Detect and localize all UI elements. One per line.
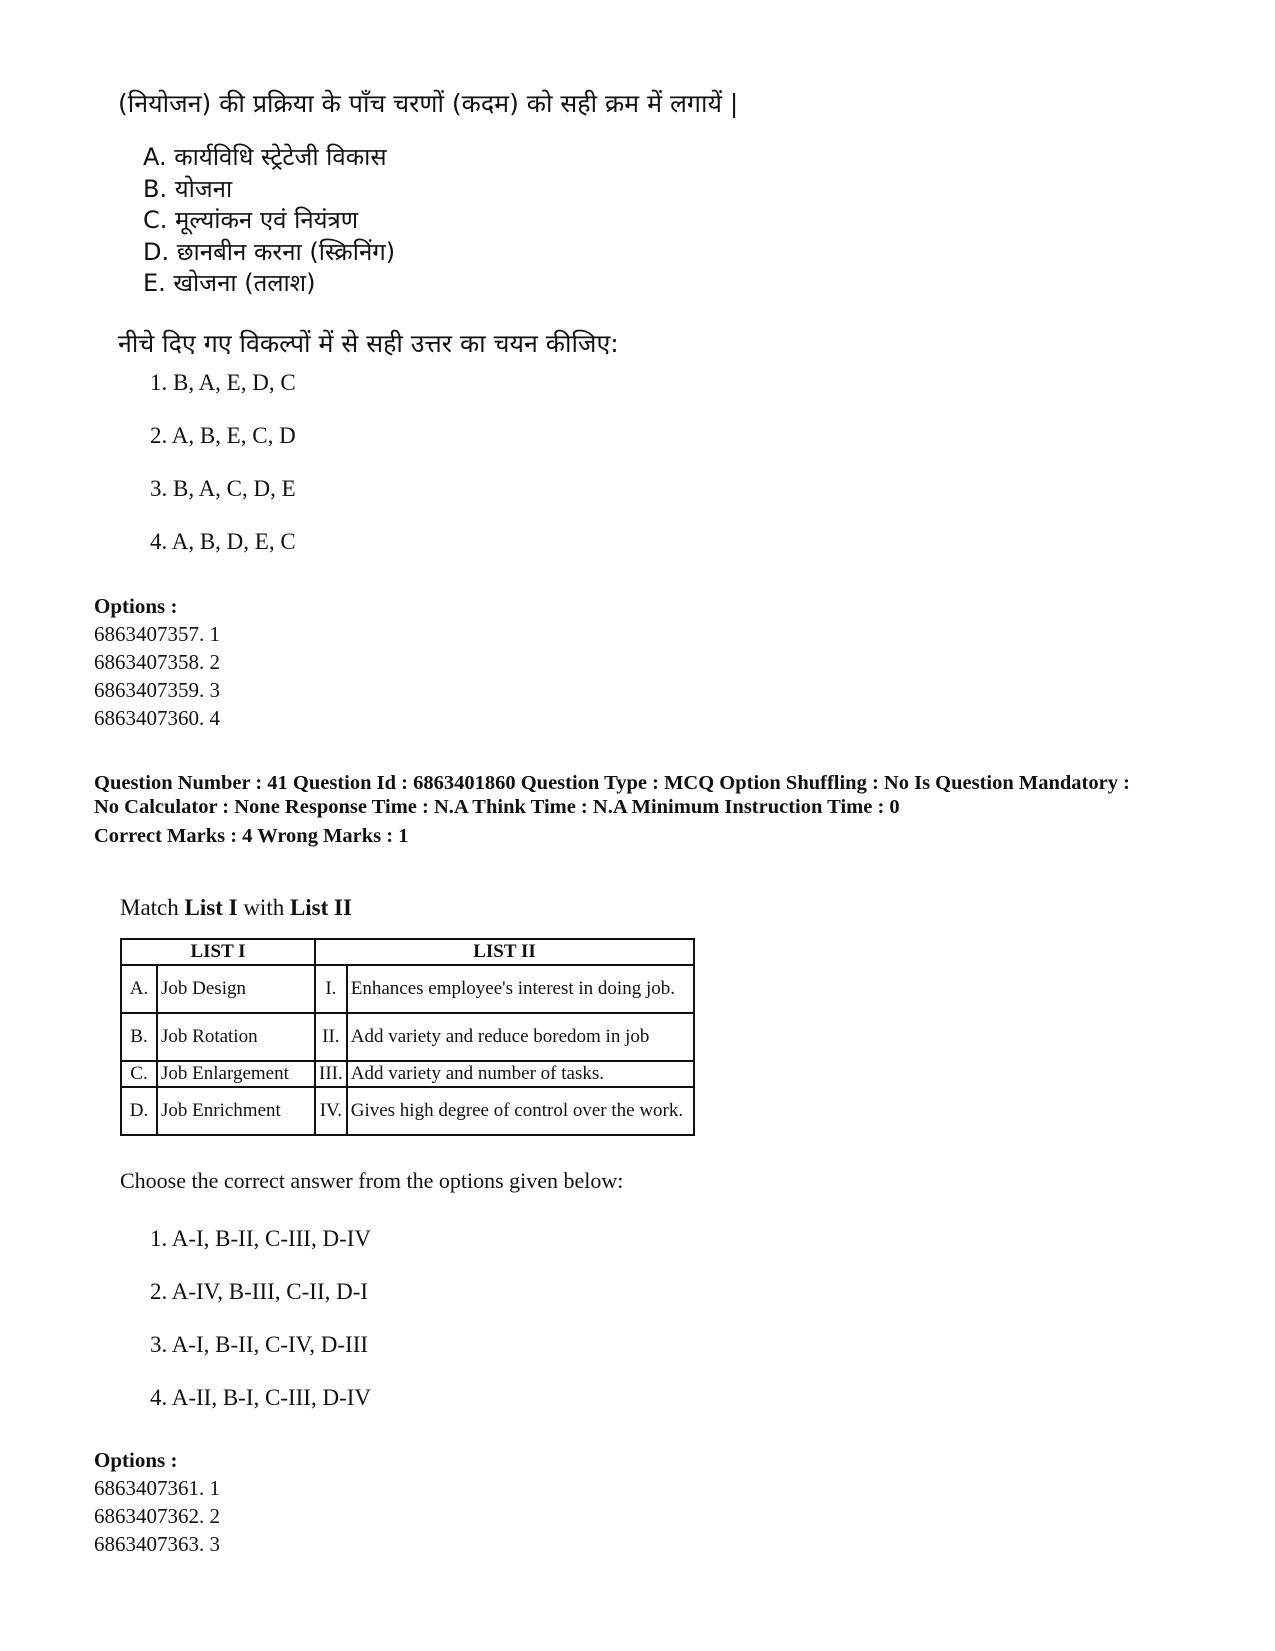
match-instruction: [120, 895, 352, 921]
question-40-select-prompt: नीचे दिए गए विकल्पों में से सही उत्तर का चयन कीजिए:: [118, 329, 619, 358]
match-list-1: List I: [184, 895, 238, 920]
answer-choice-3: 3. B, A, C, D, E: [150, 476, 296, 501]
choose-prompt: Choose the correct answer from the options given below:: [120, 1168, 624, 1193]
option-line: 6863407361. 1: [94, 1476, 220, 1500]
question-40-items: [143, 142, 395, 300]
answer-choice-1: 1. A-I, B-II, C-III, D-IV: [150, 1226, 371, 1251]
answer-choice-3: 3. A-I, B-II, C-IV, D-III: [150, 1332, 369, 1357]
row-label: C.: [121, 1061, 157, 1087]
question-40-intro: (नियोजन) की प्रक्रिया के पाँच चरणों (कदम) को सही क्रम में लगायें |: [118, 89, 739, 118]
answer-choice-1: 1. B, A, E, D, C: [150, 370, 296, 395]
options-title: Options :: [94, 594, 178, 618]
answer-choice-4: 4. A-II, B-I, C-III, D-IV: [150, 1385, 371, 1410]
list-item: A. कार्यविधि स्ट्रेटेजी विकास: [143, 143, 387, 171]
row-numeral: II.: [315, 1013, 347, 1061]
list-2-item: Add variety and reduce boredom in job: [347, 1013, 694, 1061]
list-2-item: Enhances employee's interest in doing job.: [347, 965, 694, 1013]
list-1-item: Job Rotation: [157, 1013, 315, 1061]
row-label: A.: [121, 965, 157, 1013]
option-line: 6863407357. 1: [94, 622, 220, 646]
option-line: 6863407359. 3: [94, 678, 220, 702]
list-2-item: Gives high degree of control over the work.: [347, 1087, 694, 1135]
table-row: [121, 965, 694, 1013]
match-with: with: [237, 895, 290, 920]
list-item: D. छानबीन करना (स्क्रिनिंग): [143, 237, 396, 266]
table-row: [121, 1013, 694, 1061]
row-numeral: IV.: [315, 1087, 347, 1135]
row-numeral: I.: [315, 965, 347, 1013]
option-line: 6863407362. 2: [94, 1504, 220, 1528]
match-list-2: List II: [289, 895, 352, 920]
table-row: [121, 1087, 694, 1135]
option-line: 6863407363. 3: [94, 1532, 220, 1556]
match-prefix: Match: [120, 895, 185, 920]
option-line: 6863407360. 4: [94, 706, 220, 730]
list-1-item: Job Enlargement: [157, 1061, 315, 1087]
list-2-item: Add variety and number of tasks.: [347, 1061, 694, 1087]
question-41-meta-line-2: No Calculator : None Response Time : N.A Think Time : N.A Minimum Instruction Time : 0: [94, 796, 900, 818]
list-item: B. योजना: [143, 174, 233, 203]
question-41-meta-line-1: Question Number : 41 Question Id : 6863401860 Question Type : MCQ Option Shuffling : No Is Question Mandatory :: [94, 772, 1130, 794]
table-header-row: [121, 939, 694, 965]
list-1-item: Job Enrichment: [157, 1087, 315, 1135]
match-table: [120, 938, 695, 1136]
list-1-header: LIST I: [121, 939, 315, 965]
answer-choice-2: 2. A, B, E, C, D: [150, 423, 296, 448]
list-item: C. मूल्यांकन एवं नियंत्रण: [143, 206, 359, 234]
table-row: [121, 1061, 694, 1087]
list-item: E. खोजना (तलाश): [143, 269, 316, 297]
list-1-item: Job Design: [157, 965, 315, 1013]
answer-choice-4: 4. A, B, D, E, C: [150, 529, 296, 554]
question-41-marks: Correct Marks : 4 Wrong Marks : 1: [94, 825, 409, 847]
row-label: B.: [121, 1013, 157, 1061]
option-line: 6863407358. 2: [94, 650, 220, 674]
list-2-header: LIST II: [315, 939, 694, 965]
answer-choice-2: 2. A-IV, B-III, C-II, D-I: [150, 1279, 369, 1304]
options-title: Options :: [94, 1448, 178, 1472]
row-numeral: III.: [315, 1061, 347, 1087]
row-label: D.: [121, 1087, 157, 1135]
